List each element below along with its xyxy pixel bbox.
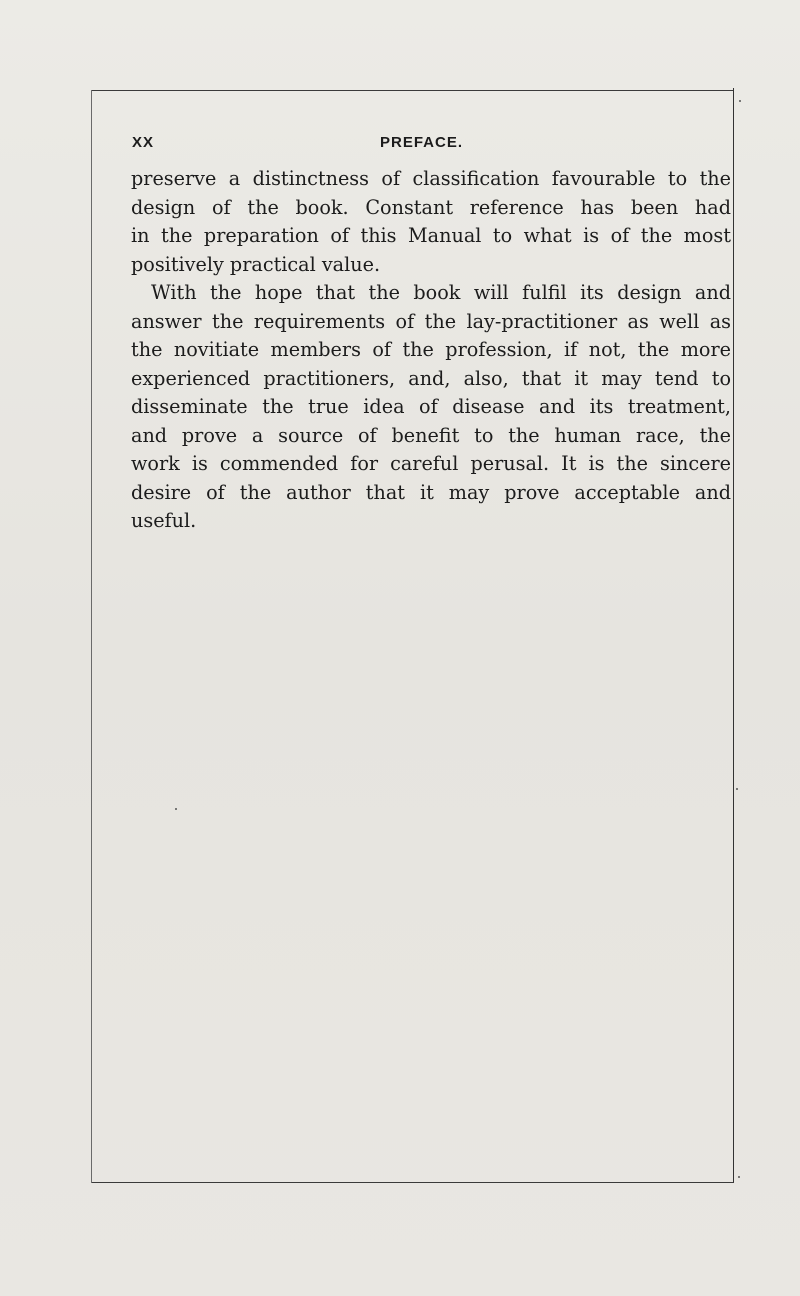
text-line: experienced practitioners, and, also, that it may tend to <box>131 366 731 390</box>
text-line: and prove a source of benefit to the human race, the <box>131 423 731 447</box>
page-border-left <box>91 90 92 1183</box>
page-border-right <box>733 88 734 1183</box>
scan-speck <box>175 808 177 810</box>
scan-speck <box>739 100 741 102</box>
text-line: work is commended for careful perusal. It is the sincere <box>131 452 731 475</box>
text-line: desire of the author that it may prove acceptable and <box>131 480 731 504</box>
section-title: PREFACE. <box>380 134 464 151</box>
running-head <box>132 132 732 156</box>
preface-body <box>131 165 731 536</box>
text-line: preserve a distinctness of classification favourable to the <box>131 167 731 190</box>
page-border-bottom <box>92 1182 734 1183</box>
text-line: the novitiate members of the profession, if not, the more <box>131 338 731 361</box>
text-line: positively practical value. <box>131 252 381 276</box>
text-line: disseminate the true idea of disease and its treatment, <box>131 395 731 418</box>
text-line: useful. <box>131 509 197 532</box>
text-line: in the preparation of this Manual to what is of the most <box>131 224 731 247</box>
scan-speck <box>738 1176 740 1178</box>
text-line: answer the requirements of the lay-practitioner as well as <box>131 309 731 333</box>
page-number: XX <box>132 134 155 151</box>
page-border-top <box>92 90 734 91</box>
text-line: design of the book. Constant reference has been had <box>131 195 731 219</box>
scan-speck <box>736 788 738 790</box>
text-line: With the hope that the book will fulfil its design and <box>151 281 731 304</box>
